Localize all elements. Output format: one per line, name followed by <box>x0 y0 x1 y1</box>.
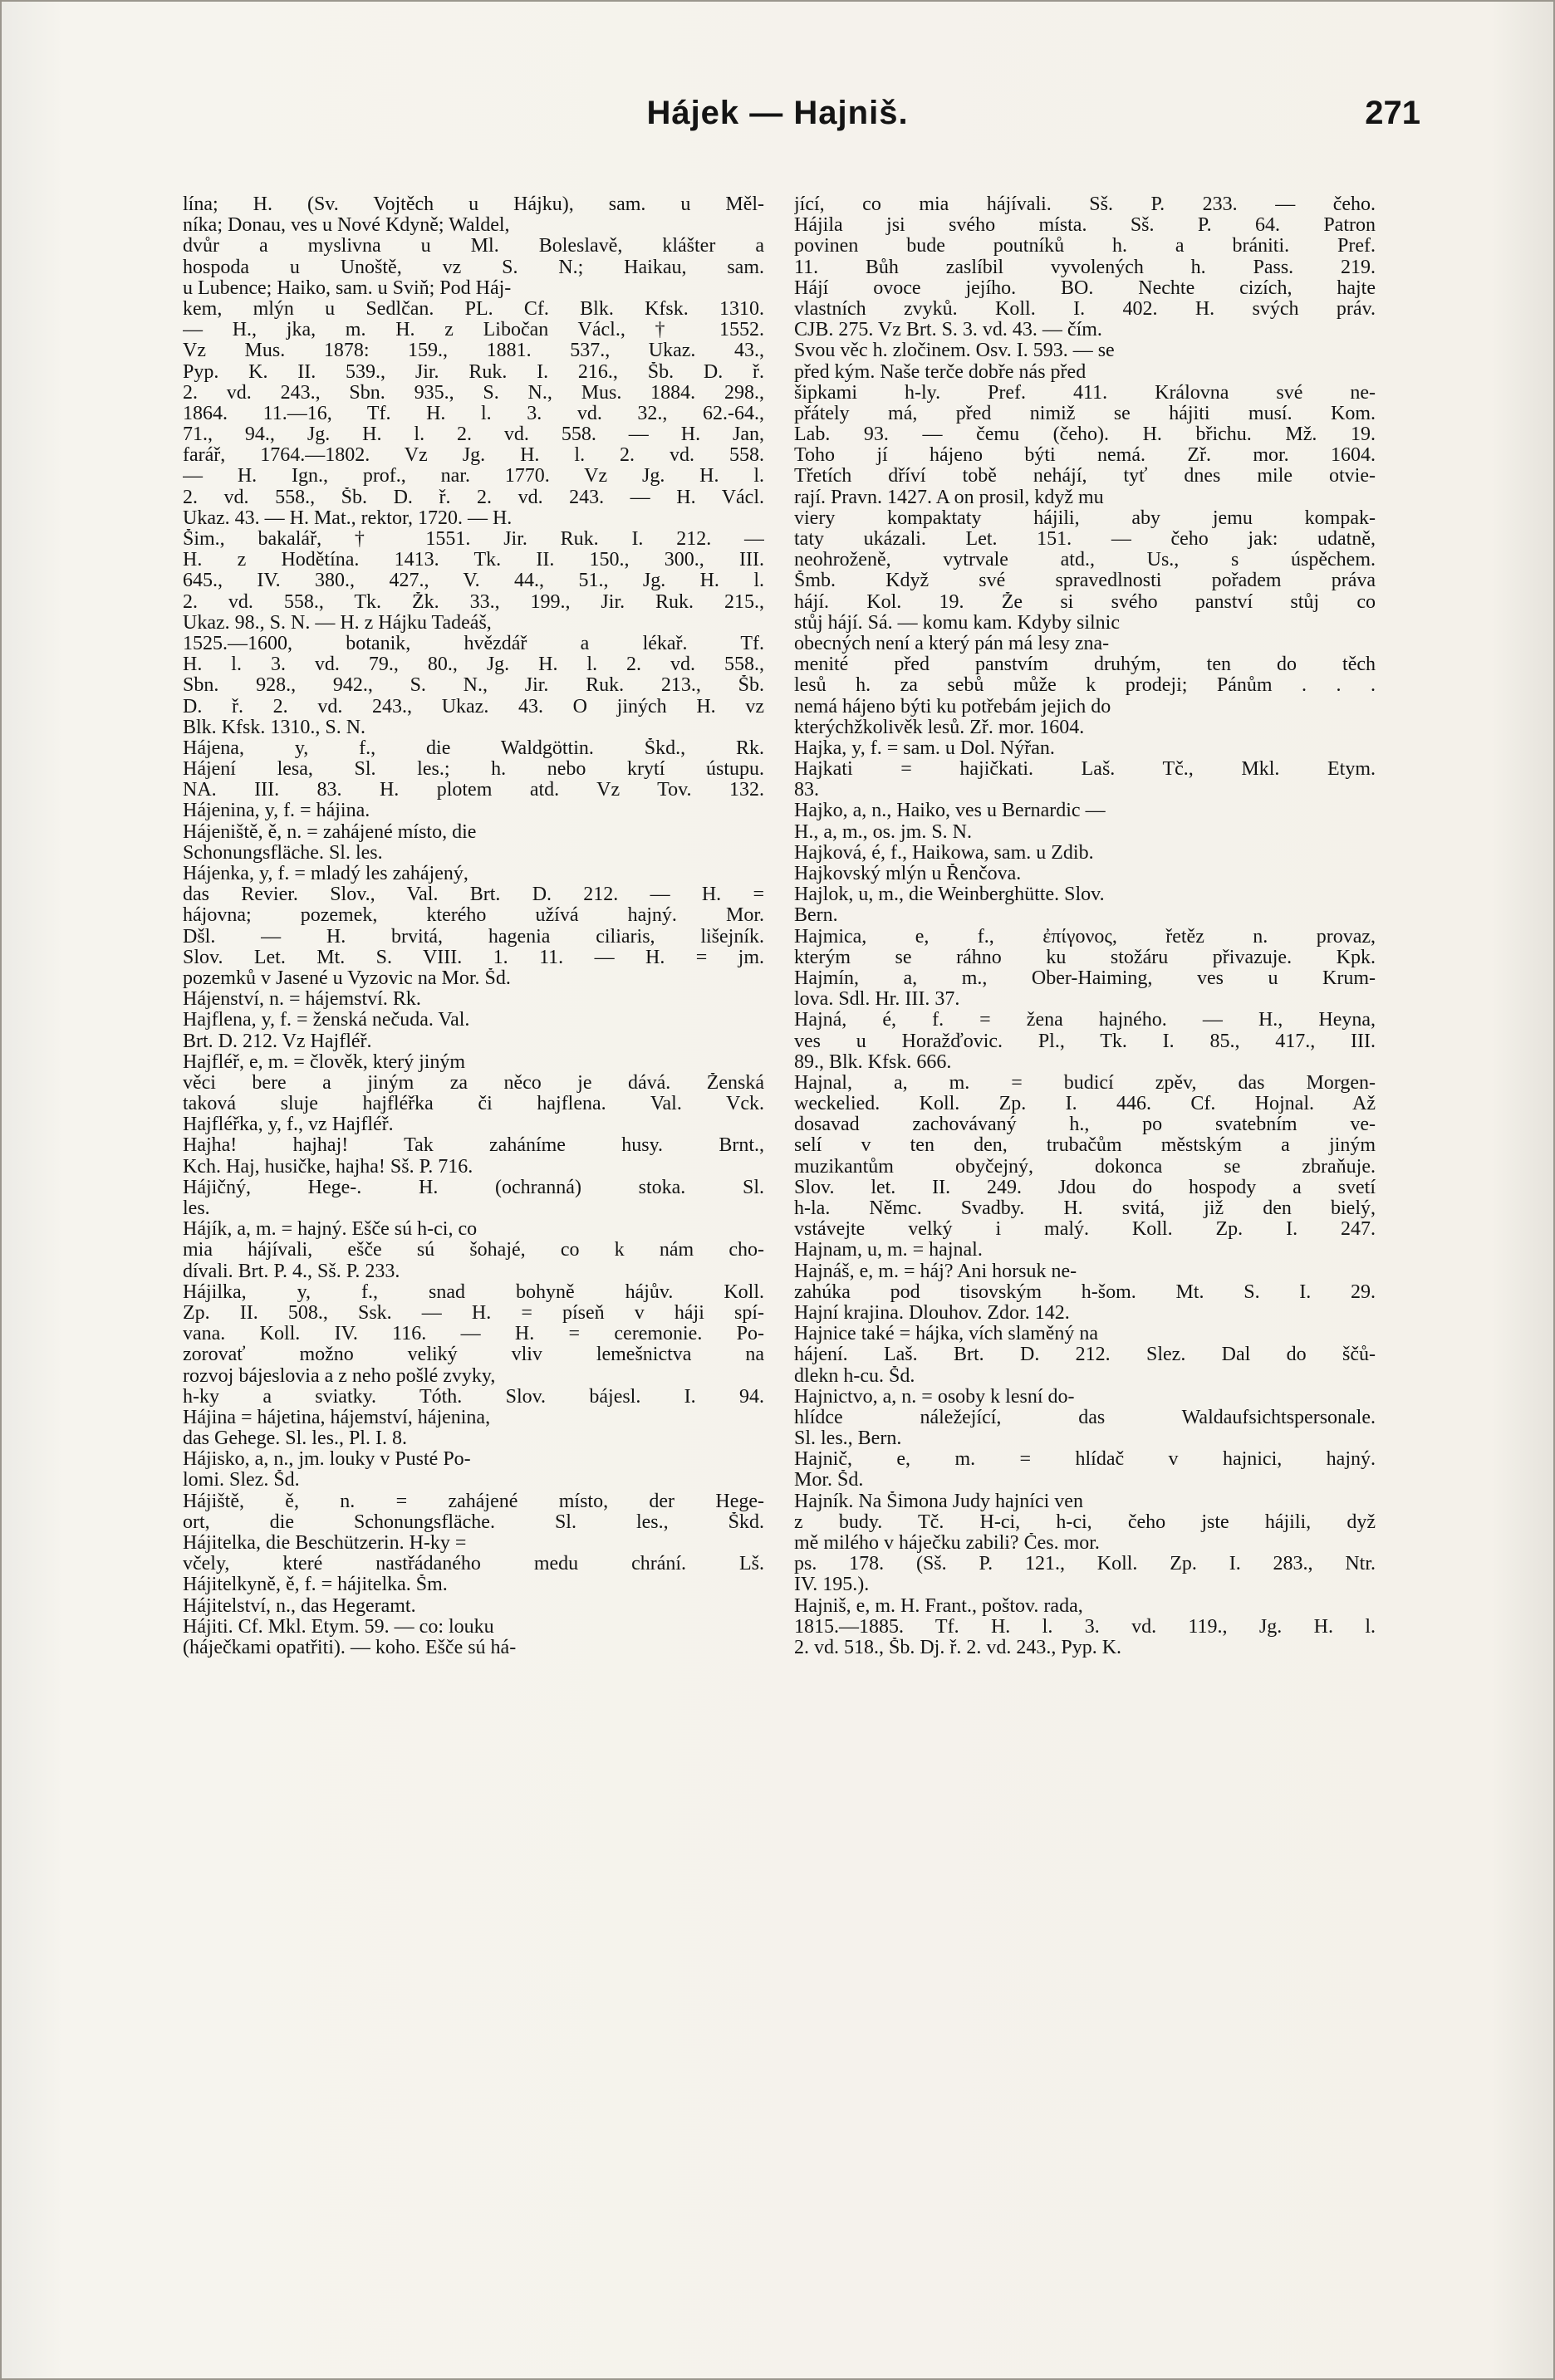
text-line: selí v ten den, trubačům městským a jiným <box>794 1135 1376 1157</box>
text-line: Hájitelka, die Beschützerin. H-ky = <box>183 1533 467 1554</box>
text-line: Hájenka, y, f. = mladý les zahájený, <box>183 864 468 884</box>
text-line: weckelied. Koll. Zp. I. 446. Cf. Hojnal. Až <box>794 1094 1376 1115</box>
text-line: Zp. II. 508., Ssk. — H. = píseň v háji spí- <box>183 1302 764 1324</box>
text-line: 1815.—1885. Tf. H. l. 3. vd. 119., Jg. H. l. <box>794 1616 1376 1638</box>
text-line: Hajha! hajhaj! Tak zaháníme husy. Brnt., <box>183 1135 764 1157</box>
text-line: věci bere a jiným za něco je dává. Ženská <box>183 1072 764 1094</box>
text-line: 2. vd. 558., Tk. Žk. 33., 199., Jir. Ruk. 215., <box>183 591 764 613</box>
text-line: dívali. Brt. P. 4., Sš. P. 233. <box>183 1261 400 1282</box>
text-line: hájovna; pozemek, kterého užívá hajný. Mor. <box>183 905 764 927</box>
text-line: před kým. Naše terče dobře nás před <box>794 361 1087 383</box>
text-line: — H. Ign., prof., nar. 1770. Vz Jg. H. l. <box>183 466 764 487</box>
text-line: Hájilka, y, f., snad bohyně hájův. Koll. <box>183 1281 764 1303</box>
text-line: Pyp. K. II. 539., Jir. Ruk. I. 216., Šb. D. ř. <box>183 361 764 383</box>
text-line: das Revier. Slov., Val. Brt. D. 212. — H. = <box>183 884 764 906</box>
text-line: Hájeniště, ě, n. = zahájené místo, die <box>183 821 477 843</box>
text-line: hájení. Laš. Brt. D. 212. Slez. Dal do ščů- <box>794 1344 1376 1366</box>
text-line: Hajko, a, n., Haiko, ves u Bernardic — <box>794 801 1106 822</box>
text-line: Vz Mus. 1878: 159., 1881. 537., Ukaz. 43., <box>183 340 764 362</box>
text-line: Třetích dříví tobě nehájí, tyť dnes mile otvie- <box>794 466 1376 487</box>
text-line: dvůr a myslivna u Ml. Boleslavě, klášter a <box>183 236 764 257</box>
text-line: Schonungsfläche. Sl. les. <box>183 842 383 864</box>
text-line: Kch. Haj, husičke, hajha! Sš. P. 716. <box>183 1156 473 1178</box>
text-line: 89., Blk. Kfsk. 666. <box>794 1051 952 1073</box>
text-line: 11. Bůh zaslíbil vyvolených h. Pass. 219. <box>794 257 1376 278</box>
text-line: 2. vd. 558., Šb. D. ř. 2. vd. 243. — H. Václ. <box>183 487 764 508</box>
text-line: Toho jí hájeno býti nemá. Zř. mor. 1604. <box>794 445 1376 467</box>
text-line: pozemků v Jasené u Vyzovic na Mor. Šd. <box>183 967 511 989</box>
text-line: lova. Sdl. Hr. III. 37. <box>794 989 960 1011</box>
text-line: 645., IV. 380., 427., V. 44., 51., Jg. H. l. <box>183 571 764 592</box>
text-line: kterým se ráhno ku stožáru přivazuje. Kpk. <box>794 947 1376 968</box>
text-line: obecných není a který pán má lesy zna- <box>794 633 1110 654</box>
page-header <box>2 95 1553 144</box>
text-line: 83. <box>794 780 819 801</box>
text-line: Hájitelkyně, ě, f. = hájitelka. Šm. <box>183 1574 448 1596</box>
left-column <box>183 194 764 1658</box>
text-line: lína; H. (Sv. Vojtěch u Hájku), sam. u Měl- <box>183 194 764 215</box>
text-line: menité před panstvím druhým, ten do těch <box>794 654 1376 676</box>
text-line: Hájiště, ě, n. = zahájené místo, der Hege- <box>183 1491 764 1512</box>
text-line: přátely má, před nimiž se hájiti musí. Kom. <box>794 403 1376 424</box>
text-line: H. z Hodětína. 1413. Tk. II. 150., 300., III. <box>183 550 764 571</box>
text-line: NA. III. 83. H. plotem atd. Vz Tov. 132. <box>183 780 764 801</box>
text-line: Hajková, é, f., Haikowa, sam. u Zdib. <box>794 842 1094 864</box>
text-line: Hajmica, e, f., ἐπίγονος, řetěz n. provaz, <box>794 926 1376 948</box>
text-line: viery kompaktaty hájili, aby jemu kompak- <box>794 507 1376 529</box>
text-line: Hájenství, n. = hájemství. Rk. <box>183 989 421 1011</box>
text-line: Dšl. — H. brvitá, hagenia ciliaris, lišejník. <box>183 926 764 948</box>
text-line: vstávejte velký i malý. Koll. Zp. I. 247. <box>794 1219 1376 1241</box>
text-line: nemá hájeno býti ku potřebám jejich do <box>794 696 1111 717</box>
text-line: Hájina = hájetina, hájemství, hájenina, <box>183 1407 491 1428</box>
text-line: Hájisko, a, n., jm. louky v Pusté Po- <box>183 1449 471 1471</box>
text-line: Hajnictvo, a, n. = osoby k lesní do- <box>794 1386 1075 1408</box>
text-line: H., a, m., os. jm. S. N. <box>794 821 973 843</box>
text-line: dlekn h-cu. Šd. <box>794 1365 915 1387</box>
text-line: (háječkami opatřiti). — koho. Ešče sú há- <box>183 1637 517 1658</box>
text-line: hospoda u Unoště, vz S. N.; Haikau, sam. <box>183 257 764 278</box>
text-line: rají. Pravn. 1427. A on prosil, když mu <box>794 487 1104 508</box>
text-line: Sbn. 928., 942., S. N., Jir. Ruk. 213., Šb. <box>183 675 764 697</box>
text-line: Šim., bakalář, † 1551. Jir. Ruk. I. 212. — <box>183 529 764 550</box>
text-line: rozvoj bájeslovia a z neho pošlé zvyky, <box>183 1365 496 1387</box>
text-line: ort, die Schonungsfläche. Sl. les., Škd. <box>183 1511 764 1533</box>
text-line: CJB. 275. Vz Brt. S. 3. vd. 43. — čím. <box>794 320 1102 341</box>
text-line: neohroženě, vytrvale atd., Us., s úspěchem. <box>794 550 1376 571</box>
text-line: jící, co mia hájívali. Sš. P. 233. — čeho. <box>794 194 1376 215</box>
text-line: IV. 195.). <box>794 1574 870 1596</box>
text-line: Hajniš, e, m. H. Frant., poštov. rada, <box>794 1595 1083 1617</box>
text-line: taková sluje hajfléřka či hajflena. Val. Vck. <box>183 1094 764 1115</box>
text-line: lomi. Slez. Šd. <box>183 1470 300 1491</box>
text-line: zahúka pod tisovským h-šom. Mt. S. I. 29. <box>794 1281 1376 1303</box>
text-line: Hájík, a, m. = hajný. Ešče sú h-ci, co <box>183 1219 478 1241</box>
text-line: stůj hájí. Sá. — komu kam. Kdyby silnic <box>794 612 1120 634</box>
text-line: zorovať možno veliký vliv lemešnictva na <box>183 1344 764 1366</box>
text-line: Hájila jsi svého místa. Sš. P. 64. Patron <box>794 215 1376 237</box>
text-line: kterýchžkolivěk lesů. Zř. mor. 1604. <box>794 717 1085 738</box>
text-line: Ukaz. 43. — H. Mat., rektor, 1720. — H. <box>183 507 513 529</box>
text-line: Slov. Let. Mt. S. VIII. 1. 11. — H. = jm. <box>183 947 764 968</box>
text-line: vana. Koll. IV. 116. — H. = ceremonie. Po- <box>183 1324 764 1345</box>
text-line: Sl. les., Bern. <box>794 1428 902 1450</box>
text-line: ves u Horažďovic. Pl., Tk. I. 85., 417., III. <box>794 1031 1376 1052</box>
text-line: u Lubence; Haiko, sam. u Sviň; Pod Háj- <box>183 277 512 299</box>
text-line: 1864. 11.—16, Tf. H. l. 3. vd. 32., 62.-64., <box>183 403 764 424</box>
text-line: Hajní krajina. Dlouhov. Zdor. 142. <box>794 1302 1070 1324</box>
page-number: 271 <box>1365 95 1420 131</box>
text-line: šipkami h-ly. Pref. 411. Královna své ne- <box>794 382 1376 404</box>
text-line: h-ky a sviatky. Tóth. Slov. bájesl. I. 94. <box>183 1386 764 1408</box>
text-line: Hájenina, y, f. = hájina. <box>183 801 370 822</box>
text-line: mě milého v háječku zabili? Čes. mor. <box>794 1533 1100 1554</box>
text-line: Hajkovský mlýn u Řenčova. <box>794 864 1022 884</box>
text-line: hlídce náležející, das Waldaufsichtspersonale. <box>794 1407 1376 1428</box>
text-line: ps. 178. (Sš. P. 121., Koll. Zp. I. 283., Ntr. <box>794 1554 1376 1575</box>
text-line: Bern. <box>794 905 838 927</box>
text-line: kem, mlýn u Sedlčan. PL. Cf. Blk. Kfsk. 1310. <box>183 298 764 320</box>
text-line: vlastních zvyků. Koll. I. 402. H. svých práv. <box>794 298 1376 320</box>
text-line: das Gehege. Sl. les., Pl. I. 8. <box>183 1428 407 1450</box>
text-line: muzikantům obyčejný, dokonca se zbraňuje. <box>794 1156 1376 1178</box>
text-line: Hajnam, u, m. = hajnal. <box>794 1240 983 1261</box>
text-line: lesů h. za sebů může k prodeji; Pánům . . . <box>794 675 1376 697</box>
text-line: Hajfléř, e, m. = člověk, který jiným <box>183 1051 466 1073</box>
text-line: níka; Donau, ves u Nové Kdyně; Waldel, <box>183 215 510 237</box>
running-head: Hájek — Hajniš. <box>646 95 909 131</box>
text-line: Hajník. Na Šimona Judy hajníci ven <box>794 1491 1083 1512</box>
text-line: 1525.—1600, botanik, hvězdář a lékař. Tf. <box>183 633 764 654</box>
text-line: Hájiti. Cf. Mkl. Etym. 59. — co: louku <box>183 1616 494 1638</box>
text-line: Hájena, y, f., die Waldgöttin. Škd., Rk. <box>183 737 764 759</box>
text-line: Hajnáš, e, m. = háj? Ani horsuk ne- <box>794 1261 1077 1282</box>
text-line: les. <box>183 1198 210 1219</box>
text-line: Hajnice také = hájka, vích slaměný na <box>794 1324 1099 1345</box>
text-line: h-la. Němc. Svadby. H. svitá, již den bielý, <box>794 1198 1376 1219</box>
text-line: Hájí ovoce jejího. BO. Nechte cizích, hajte <box>794 277 1376 299</box>
text-line: hájí. Kol. 19. Že si svého panství stůj co <box>794 591 1376 613</box>
text-line: Blk. Kfsk. 1310., S. N. <box>183 717 366 738</box>
text-line: Ukaz. 98., S. N. — H. z Hájku Tadeáš, <box>183 612 492 634</box>
text-line: Slov. let. II. 249. Jdou do hospody a svetí <box>794 1177 1376 1198</box>
text-line: Hajná, é, f. = žena hajného. — H., Heyna, <box>794 1010 1376 1031</box>
text-line: Brt. D. 212. Vz Hajfléř. <box>183 1031 372 1052</box>
text-line: farář, 1764.—1802. Vz Jg. H. l. 2. vd. 558. <box>183 445 764 467</box>
text-line: Lab. 93. — čemu (čeho). H. břichu. Mž. 19. <box>794 424 1376 446</box>
text-line: Hájičný, Hege-. H. (ochranná) stoka. Sl. <box>183 1177 764 1198</box>
text-line: D. ř. 2. vd. 243., Ukaz. 43. O jiných H. vz <box>183 696 764 717</box>
text-line: Hajka, y, f. = sam. u Dol. Nýřan. <box>794 737 1055 759</box>
right-column <box>794 194 1376 1658</box>
text-line: Hajfléřka, y, f., vz Hajfléř. <box>183 1114 394 1136</box>
text-line: Hajnal, a, m. = budicí zpěv, das Morgen- <box>794 1072 1376 1094</box>
text-line: Hajkati = hajičkati. Laš. Tč., Mkl. Etym. <box>794 759 1376 781</box>
text-line: H. l. 3. vd. 79., 80., Jg. H. l. 2. vd. 558., <box>183 654 764 676</box>
text-line: Hajflena, y, f. = ženská nečuda. Val. <box>183 1010 470 1031</box>
text-line: povinen bude poutníků h. a brániti. Pref. <box>794 236 1376 257</box>
text-line: Hájení lesa, Sl. les.; h. nebo krytí ústupu. <box>183 759 764 781</box>
text-line: včely, které nastřádaného medu chrání. Lš. <box>183 1554 764 1575</box>
text-line: 2. vd. 243., Sbn. 935., S. N., Mus. 1884. 298., <box>183 382 764 404</box>
text-line: 2. vd. 518., Šb. Dj. ř. 2. vd. 243., Pyp. K. <box>794 1637 1122 1658</box>
text-line: dosavad zachovávaný h., po svatebním ve- <box>794 1114 1376 1136</box>
text-line: Hajlok, u, m., die Weinberghütte. Slov. <box>794 884 1105 906</box>
text-line: — H., jka, m. H. z Libočan Václ., † 1552. <box>183 320 764 341</box>
text-line: Mor. Šd. <box>794 1470 864 1491</box>
text-line: Svou věc h. zločinem. Osv. I. 593. — se <box>794 340 1115 362</box>
text-line: z budy. Tč. H-ci, h-ci, čeho jste hájili, dyž <box>794 1511 1376 1533</box>
text-line: Hájitelství, n., das Hegeramt. <box>183 1595 416 1617</box>
text-line: 71., 94., Jg. H. l. 2. vd. 558. — H. Jan, <box>183 424 764 446</box>
text-line: mia hájívali, ešče sú šohajé, co k nám cho- <box>183 1240 764 1261</box>
text-line: Šmb. Když své spravedlnosti pořadem práva <box>794 571 1376 592</box>
text-line: taty ukázali. Let. 151. — čeho jak: udatně, <box>794 529 1376 550</box>
text-line: Hajnič, e, m. = hlídač v hajnici, hajný. <box>794 1449 1376 1471</box>
text-line: Hajmín, a, m., Ober-Haiming, ves u Krum- <box>794 967 1376 989</box>
